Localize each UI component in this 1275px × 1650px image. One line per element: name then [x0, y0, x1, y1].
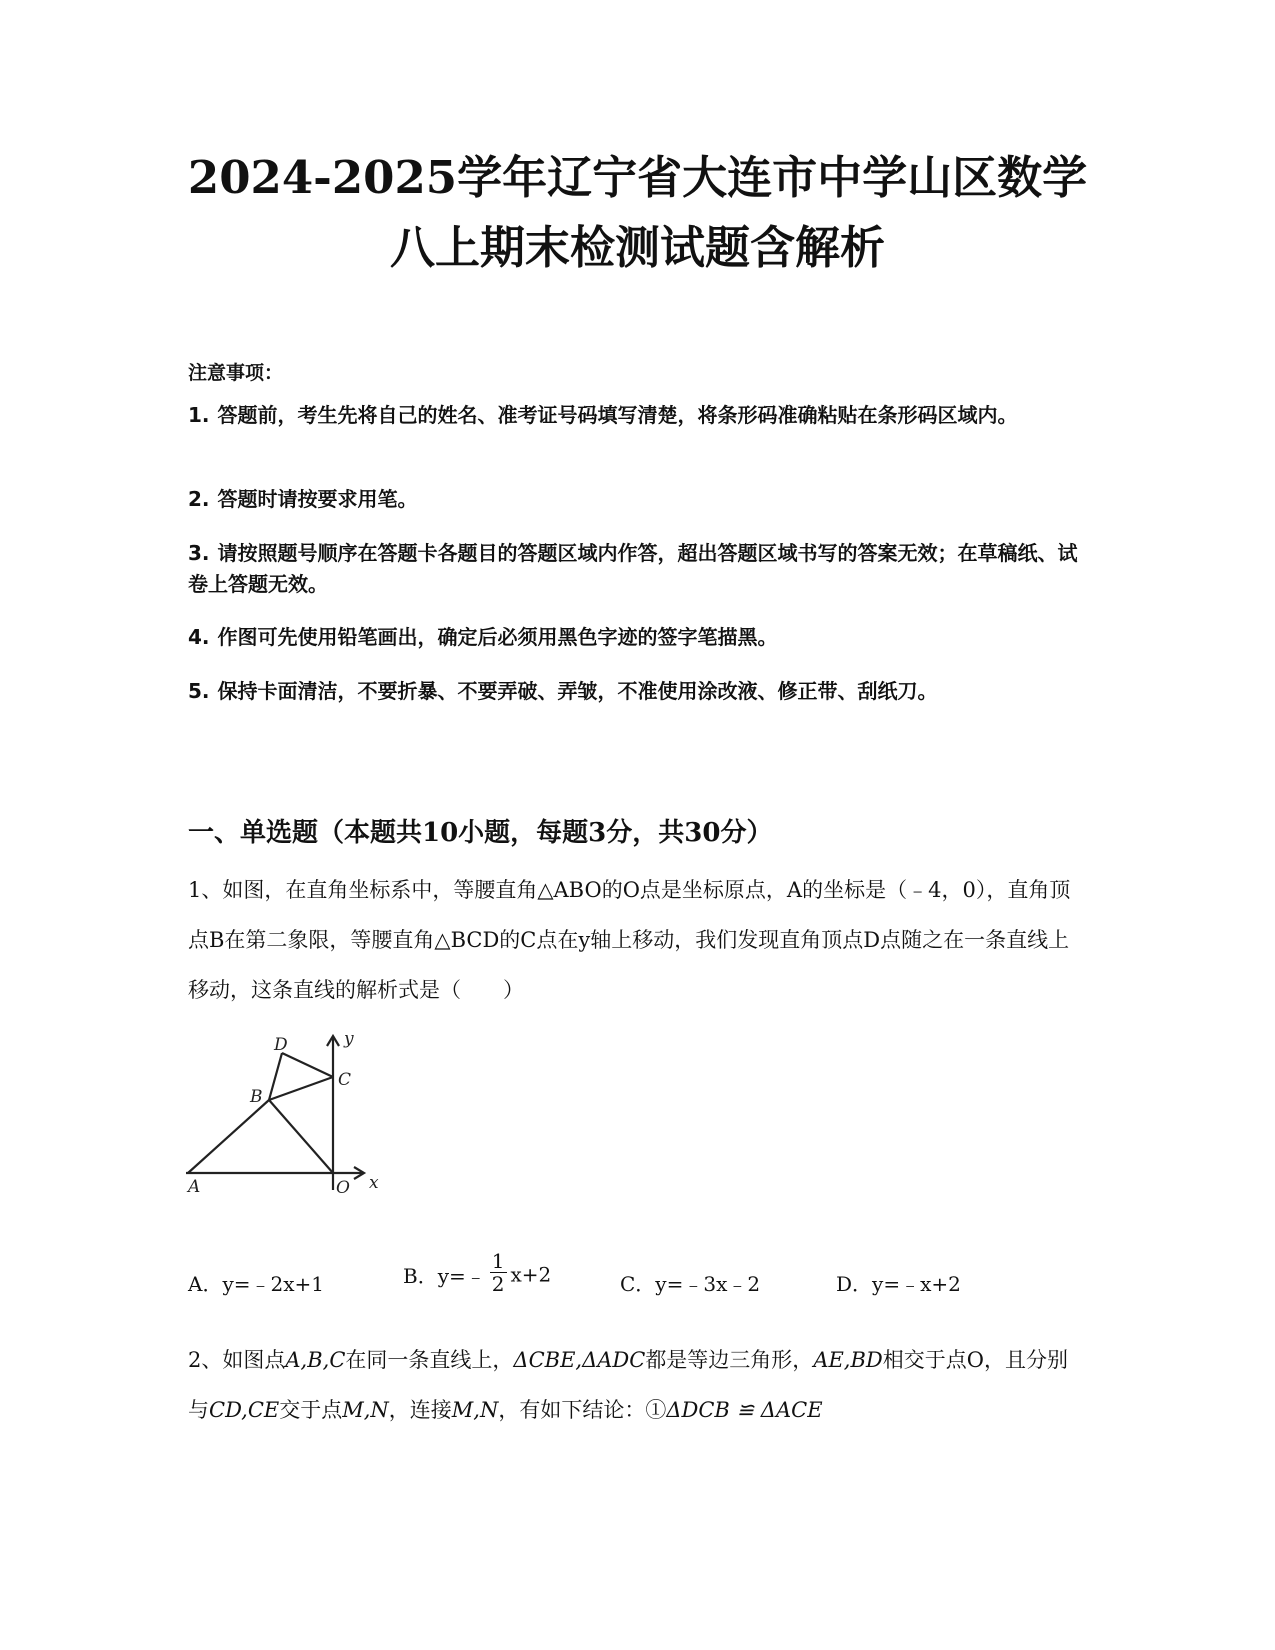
q2-text-part: 交于点	[279, 1398, 343, 1422]
question-1-figure	[186, 1030, 386, 1208]
option-b-fraction	[490, 1250, 507, 1295]
note-item-5	[188, 676, 1078, 707]
document-title-line-2: 八上期末检测试题含解析	[389, 221, 885, 274]
note-number: 4.	[188, 625, 210, 649]
label-o: O	[336, 1178, 350, 1198]
label-d: D	[274, 1035, 288, 1055]
label-a: A	[188, 1177, 201, 1197]
segment-ab	[188, 1100, 269, 1173]
segment-bc	[269, 1077, 333, 1100]
q2-math-segments-2: CD,CE	[209, 1398, 280, 1422]
q2-math-triangles: ΔCBE,ΔADC	[513, 1348, 646, 1372]
label-b: B	[250, 1087, 263, 1107]
q2-text-part: 相交于点O，且分别与	[188, 1348, 1068, 1422]
note-item-3	[188, 538, 1078, 600]
question-2-text	[188, 1335, 1078, 1435]
fraction-numerator: 1	[491, 1249, 505, 1273]
note-text: 答题时请按要求用笔。	[217, 487, 418, 511]
note-text: 作图可先使用铅笔画出，确定后必须用黑色字迹的签字笔描黑。	[217, 625, 778, 649]
segment-bd	[269, 1053, 282, 1100]
note-text: 答题前，考生先将自己的姓名、准考证号码填写清楚，将条形码准确粘贴在条形码区域内。	[217, 403, 1018, 427]
option-b-prefix: B．y=﹣	[403, 1264, 486, 1288]
label-x: x	[369, 1173, 379, 1193]
note-item-1	[188, 400, 1078, 431]
option-d[interactable]: D．y=﹣x+2	[836, 1272, 961, 1296]
q2-math-points-mn: M,N	[342, 1398, 389, 1422]
label-y: y	[344, 1030, 354, 1049]
option-a[interactable]: A．y=﹣2x+1	[188, 1272, 324, 1296]
label-c: C	[338, 1070, 352, 1090]
notes-heading: 注意事项：	[188, 362, 284, 384]
q2-math-segments: AE,BD	[813, 1348, 883, 1372]
segment-bo	[269, 1100, 333, 1173]
question-1-options	[188, 1248, 1088, 1308]
q2-text-part: ，连接	[388, 1398, 452, 1422]
note-number: 2.	[188, 487, 210, 511]
note-number: 3.	[188, 541, 210, 565]
question-1-text: 1、如图，在直角坐标系中，等腰直角△ABO的O点是坐标原点，A的坐标是（﹣4，0），直角顶点B在第二象限，等腰直角△BCD的C点在y轴上移动，我们发现直角顶点D点随之在一条直线上移动，这条直线的解析式是（ ）	[188, 878, 1071, 1002]
q2-text-part: 都是等边三角形，	[645, 1348, 814, 1372]
section-heading: 一、单选题（本题共10小题，每题3分，共30分）	[188, 818, 773, 848]
note-text: 保持卡面清洁，不要折暴、不要弄破、弄皱，不准使用涂改液、修正带、刮纸刀。	[217, 679, 938, 703]
q2-math-points: A,B,C	[285, 1348, 346, 1372]
note-number: 1.	[188, 403, 210, 427]
option-b[interactable]	[403, 1249, 552, 1297]
document-title-line-1: 2024-2025学年辽宁省大连市中学山区数学	[187, 151, 1088, 204]
fraction-denominator: 2	[491, 1272, 505, 1296]
q2-text-part: 2、如图点	[188, 1348, 286, 1372]
q2-text-part: ，有如下结论：①	[498, 1398, 667, 1422]
q2-text-part: 在同一条直线上，	[345, 1348, 514, 1372]
option-c[interactable]: C．y=﹣3x﹣2	[620, 1272, 761, 1296]
option-b-suffix: x+2	[510, 1262, 552, 1287]
note-text: 请按照题号顺序在答题卡各题目的答题区域内作答，超出答题区域书写的答案无效；在草稿纸、试卷上答题无效。	[188, 541, 1078, 596]
note-number: 5.	[188, 679, 210, 703]
segment-dc	[282, 1053, 333, 1077]
q2-math-congruence: ΔDCB ≌ ΔACE	[666, 1398, 823, 1422]
q2-math-points-mn-2: M,N	[451, 1398, 499, 1422]
note-item-4	[188, 622, 1078, 653]
note-item-2	[188, 484, 1078, 515]
